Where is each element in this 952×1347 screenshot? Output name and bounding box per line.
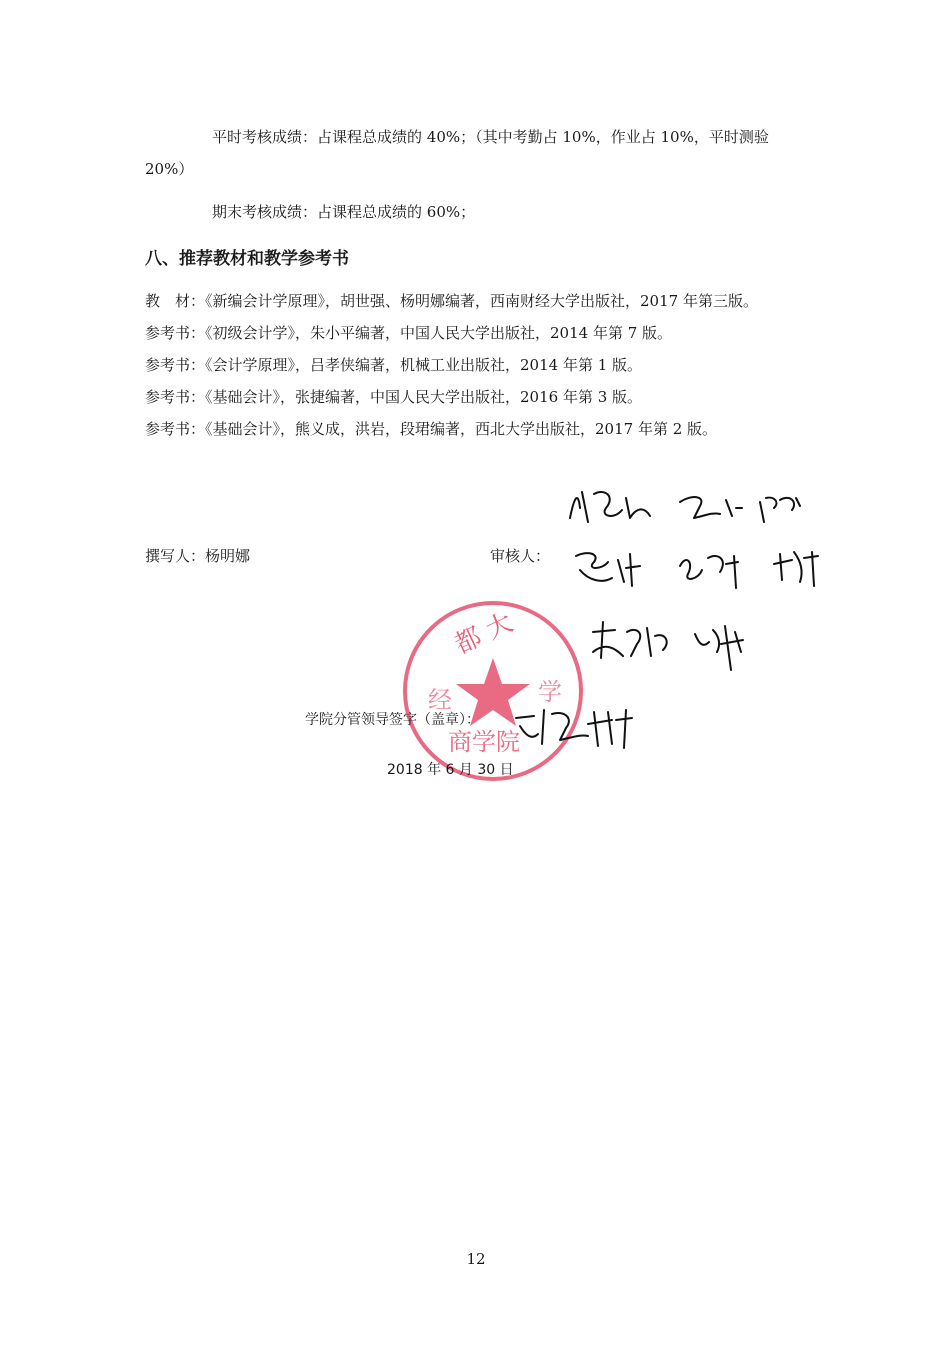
leader-signature-label: 学院分管领导签字（盖章）： [305, 712, 480, 728]
section-heading: 八、推荐教材和教学参考书 [145, 249, 349, 269]
seal-right-text: 学 [538, 678, 562, 706]
handwritten-signature-row-3 [585, 612, 785, 672]
signing-date: 2018 年 6 月 30 日 [387, 762, 514, 778]
handwritten-signature-row-1 [560, 478, 820, 534]
reviewer-label: 审核人： [490, 547, 551, 565]
reference-book-line: 参考书：《初级会计学》，朱小平编著，中国人民大学出版社，2014 年第 7 版。 [145, 324, 673, 342]
writer-label: 撰写人：杨明娜 [145, 547, 251, 565]
seal-bottom-text: 商学院 [448, 728, 520, 756]
textbook-line: 教 材：《新编会计学原理》，胡世强、杨明娜编著，西南财经大学出版社，2017 年第三版。 [145, 292, 758, 310]
final-assessment-line: 期末考核成绩：占课程总成绩的 60%； [212, 203, 476, 221]
reference-book-line: 参考书：《会计学原理》，吕孝侠编著，机械工业出版社，2014 年第 1 版。 [145, 356, 643, 374]
regular-assessment-line: 平时考核成绩：占课程总成绩的 40%；（其中考勤占 10%，作业占 10%，平时测验 [212, 128, 769, 146]
official-seal-stamp [398, 596, 588, 786]
reference-book-line: 参考书：《基础会计》，熊义成，洪岩，段珺编著，西北大学出版社，2017 年第 2 版。 [145, 420, 718, 438]
handwritten-signature-row-2 [568, 540, 828, 596]
reference-book-line: 参考书：《基础会计》，张捷编著，中国人民大学出版社，2016 年第 3 版。 [145, 388, 643, 406]
page-number: 12 [466, 1250, 486, 1268]
leader-handwritten-signature [508, 700, 648, 750]
seal-left-text: 经 [428, 686, 452, 714]
regular-assessment-line-cont: 20%） [145, 160, 194, 178]
seal-top-text: 都 大 [450, 607, 518, 661]
